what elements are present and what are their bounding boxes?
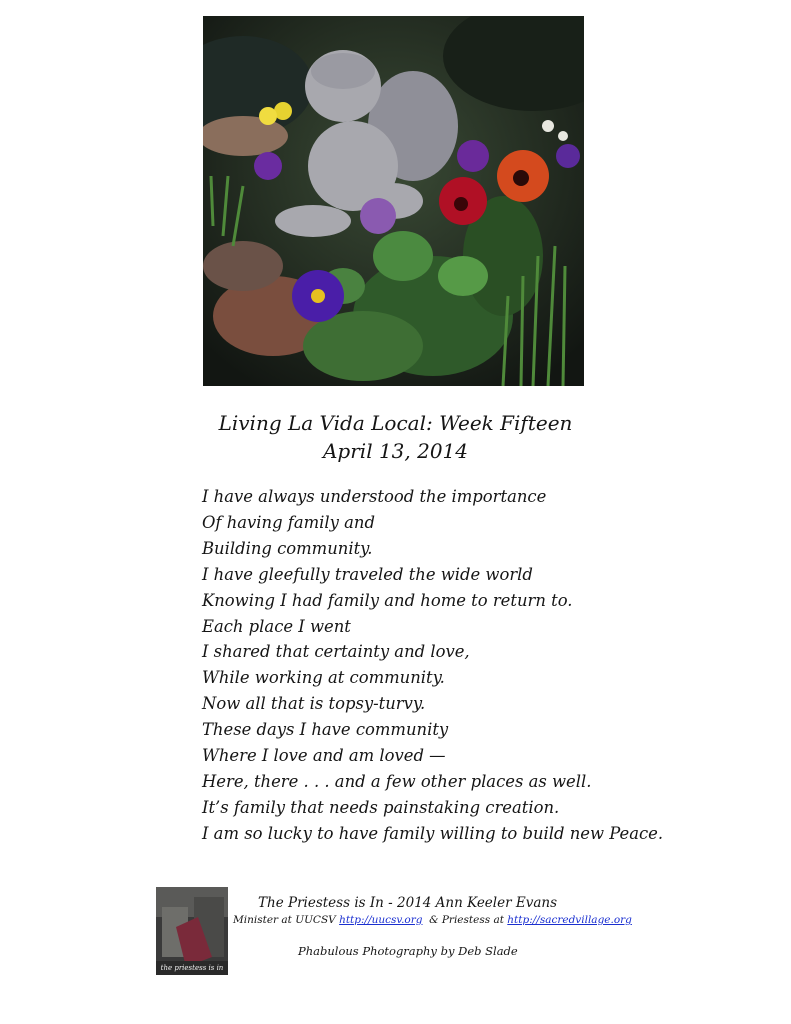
poem-line: Now all that is topsy-turvy. xyxy=(202,694,426,714)
cherub-garden-photo xyxy=(203,16,584,386)
poem-line: Where I love and am loved — xyxy=(202,746,446,766)
poem-line: Of having family and xyxy=(202,512,375,532)
poem-line: I am so lucky to have family willing to build new Peace. xyxy=(202,823,664,843)
minister-prefix: Minister at UUCSV xyxy=(233,914,340,926)
uucsv-link[interactable]: http://uucsv.org xyxy=(339,914,423,926)
poem-line: I have always understood the importance xyxy=(202,487,547,506)
poem-line: I have gleefully traveled the wide world xyxy=(202,564,533,584)
priestess-thumbnail xyxy=(156,887,228,975)
poem-line: While working at community. xyxy=(202,668,445,688)
priestess-text: & Priestess at xyxy=(422,914,508,926)
poem-line: Knowing I had family and home to return to. xyxy=(202,590,573,610)
page-title: Living La Vida Local: Week Fifteen xyxy=(218,411,573,435)
poem-line: These days I have community xyxy=(202,720,449,740)
poem-line: It’s family that needs painstaking creation. xyxy=(202,797,560,817)
credit-line: The Priestess is In - 2014 Ann Keeler Evans xyxy=(258,895,558,911)
thumbnail-caption: the priestess is in xyxy=(160,964,224,972)
poem xyxy=(202,484,762,847)
affiliation-line xyxy=(233,914,632,926)
poem-line: I shared that certainty and love, xyxy=(202,642,470,662)
poem-line: Each place I went xyxy=(202,616,351,636)
page-date: April 13, 2014 xyxy=(322,439,469,463)
sacredvillage-link[interactable]: http://sacredvillage.org xyxy=(507,914,632,926)
poem-line: Here, there . . . and a few other places as well. xyxy=(202,771,592,791)
poem-line: Building community. xyxy=(202,538,373,558)
photo-credit: Phabulous Photography by Deb Slade xyxy=(298,944,518,958)
